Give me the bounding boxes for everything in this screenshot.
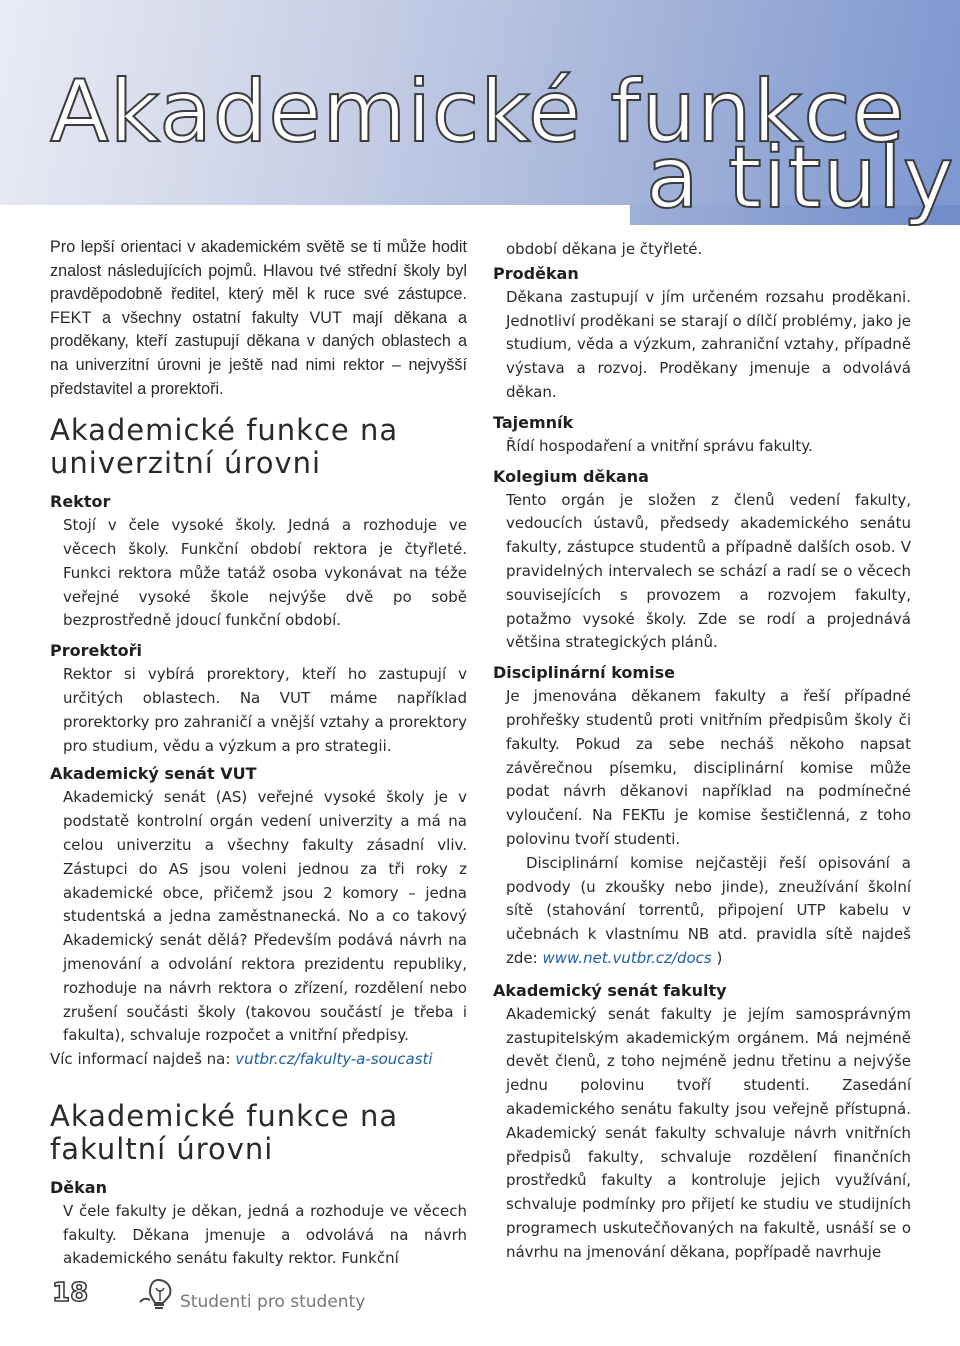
section-title-faculty: Akademické funkce na fakultní úrovni: [50, 1098, 399, 1166]
paragraph-rektor: Stojí v čele vysoké školy. Jedná a rozhoduje ve věcech školy. Funkční období rektora je čtyřleté. Funkci rektora může tatáž osoba vykonávat na téže veřejné vysoké škole nejvýše dvě po sobě bezprostředně jdoucí funkční období.: [63, 516, 467, 630]
paragraph-continuation: období děkana je čtyřleté.: [506, 240, 703, 258]
heading-prodekan: Proděkan: [493, 263, 579, 283]
page-title-line2: a tituly: [646, 128, 955, 228]
disc-text-a: Disciplinární komise nejčastěji řeší opisování a podvody (u zkoušky nebo jinde), zneužívání školní sítě (stahování torrentů, připojení UTP kabelu v učebnách k vlastnímu NB atd. pravidla sítě najdeš zde:: [506, 853, 911, 967]
lightbulb-icon: [136, 1276, 176, 1312]
paragraph-dekan: V čele fakulty je děkan, jedná a rozhoduje ve věcech fakulty. Děkana jmenuje a odvolává na návrh akademického senátu fakulty rektor. Funkční: [63, 1201, 467, 1268]
more-info-prefix: Víc informací najdeš na:: [50, 1050, 236, 1069]
page-number: 18: [52, 1278, 89, 1308]
paragraph-prodekan: Děkana zastupují v jím určeném rozsahu proděkani. Jednotliví proděkani se starají o dílčí problémy, jako je studium, věda a výzkum, zahraniční vztahy, případně výstava a rozvoj. Proděkany jmenuje a odvolává děkan.: [506, 287, 911, 401]
heading-disciplinarni-komise: Disciplinární komise: [493, 663, 675, 683]
heading-prorektori: Prorektoři: [50, 641, 143, 661]
right-column: [493, 238, 911, 1264]
paragraph-prorektori: Rektor si vybírá prorektory, kteří ho zastupují v určitých oblastech. Na VUT máme například prorektorky pro zahraničí a vnější vztahy a prorektory pro studium, vědu a výzkum a pro strategii.: [63, 665, 467, 755]
heading-dekan: Děkan: [50, 1177, 107, 1197]
section-title-university: Akademické funkce na univerzitní úrovni: [50, 413, 399, 481]
net-docs-link[interactable]: www.net.vutbr.cz/docs: [542, 948, 712, 967]
more-info-link[interactable]: vutbr.cz/fakulty-a-soucasti: [235, 1050, 433, 1069]
heading-tajemnik: Tajemník: [493, 412, 574, 432]
paragraph-senat-fakulty: Akademický senát fakulty je jejím samosprávným zastupitelským akademickým orgánem. Má nejméně devět členů, z toho nejméně jednu třetinu a nejvýše jednu polovinu tvoří studenti. Zasedání akademického senátu fakulty jsou veřejně přístupná. Akademický senát fakulty schvaluje návrh vnitřních předpisů fakulty, schvaluje rozdělení finančních prostředků fakulty a kontroluje jejich využívání, schvaluje podmínky pro přijetí ke studiu ve studijních programech uskutečňovaných na fakultě, usnáší se o návrhu na jmenování děkana, popřípadě navrhuje: [506, 1004, 911, 1261]
intro-paragraph: Pro lepší orientaci v akademickém světě se ti může hodit znalost následujících pojmů. Hlavou tvé střední školy byl pravděpodobně ředitel, který měl k ruce své zástupce. FEKT a všechny ostatní fakulty VUT mají děkana a proděkany, kteří zastupují děkana v daných oblastech a na univerzitní úrovni je ještě nad nimi rektor – nejvyšší představitel a prorektoři.: [50, 238, 467, 398]
heading-rektor: Rektor: [50, 492, 111, 512]
left-column: [50, 236, 467, 1271]
paragraph-disciplinarni-1: Je jmenována děkanem fakulty a řeší případné prohřešky studentů proti vnitřním předpisům školy či fakulty. Pokud za sebe necháš někoho napsat závěrečnou písemku, disciplinární komise může podat návrh děkanovi například na podmínečné vyloučení. Na FEKTu je komise šestičlenná, z toho polovinu tvoří studenti.: [506, 687, 911, 848]
paragraph-disciplinarni-2: [493, 852, 911, 971]
paragraph-senat-vut: Akademický senát (AS) veřejné vysoké školy je v podstatě kontrolní orgán vedení univerzity a má na celou univerzitu a všechny fakulty zásadní vliv. Zástupci do AS jsou voleni jednou za tři roky z akademické obce, přičemž jsou 2 komory – jedna studentská a jedna zaměstnanecká. No a co takový Akademický senát dělá? Především podává návrh na jmenování a odvolání rektora prezidentu republiky, rozhoduje na návrh rektora o zřízení, rozdělení nebo zrušení součásti školy (takovou součástí je třeba i fakulta), schvaluje rozpočet a vnitřní předpisy.: [63, 788, 467, 1045]
heading-senat-vut: Akademický senát VUT: [50, 764, 257, 784]
heading-senat-fakulty: Akademický senát fakulty: [493, 980, 727, 1000]
paragraph-tajemnik: Řídí hospodaření a vnitřní správu fakulty.: [506, 436, 813, 455]
more-info: [50, 1048, 467, 1072]
page-title-line1: Akademické funkce: [50, 62, 906, 162]
footer-tagline: Studenti pro studenty: [180, 1292, 366, 1312]
heading-kolegium: Kolegium děkana: [493, 466, 649, 486]
paragraph-kolegium: Tento orgán je složen z členů vedení fakulty, vedoucích ústavů, předsedy akademického senátu fakulty, zástupce studentů a případně dalších osob. V pravidelných intervalech se schází a radí se o věcech souvisejících s provozem a rozvojem fakulty, potažmo vysoké školy. Zde se rodí a projednává většina strategických plánů.: [506, 490, 911, 652]
disc-text-b: ): [711, 948, 723, 967]
